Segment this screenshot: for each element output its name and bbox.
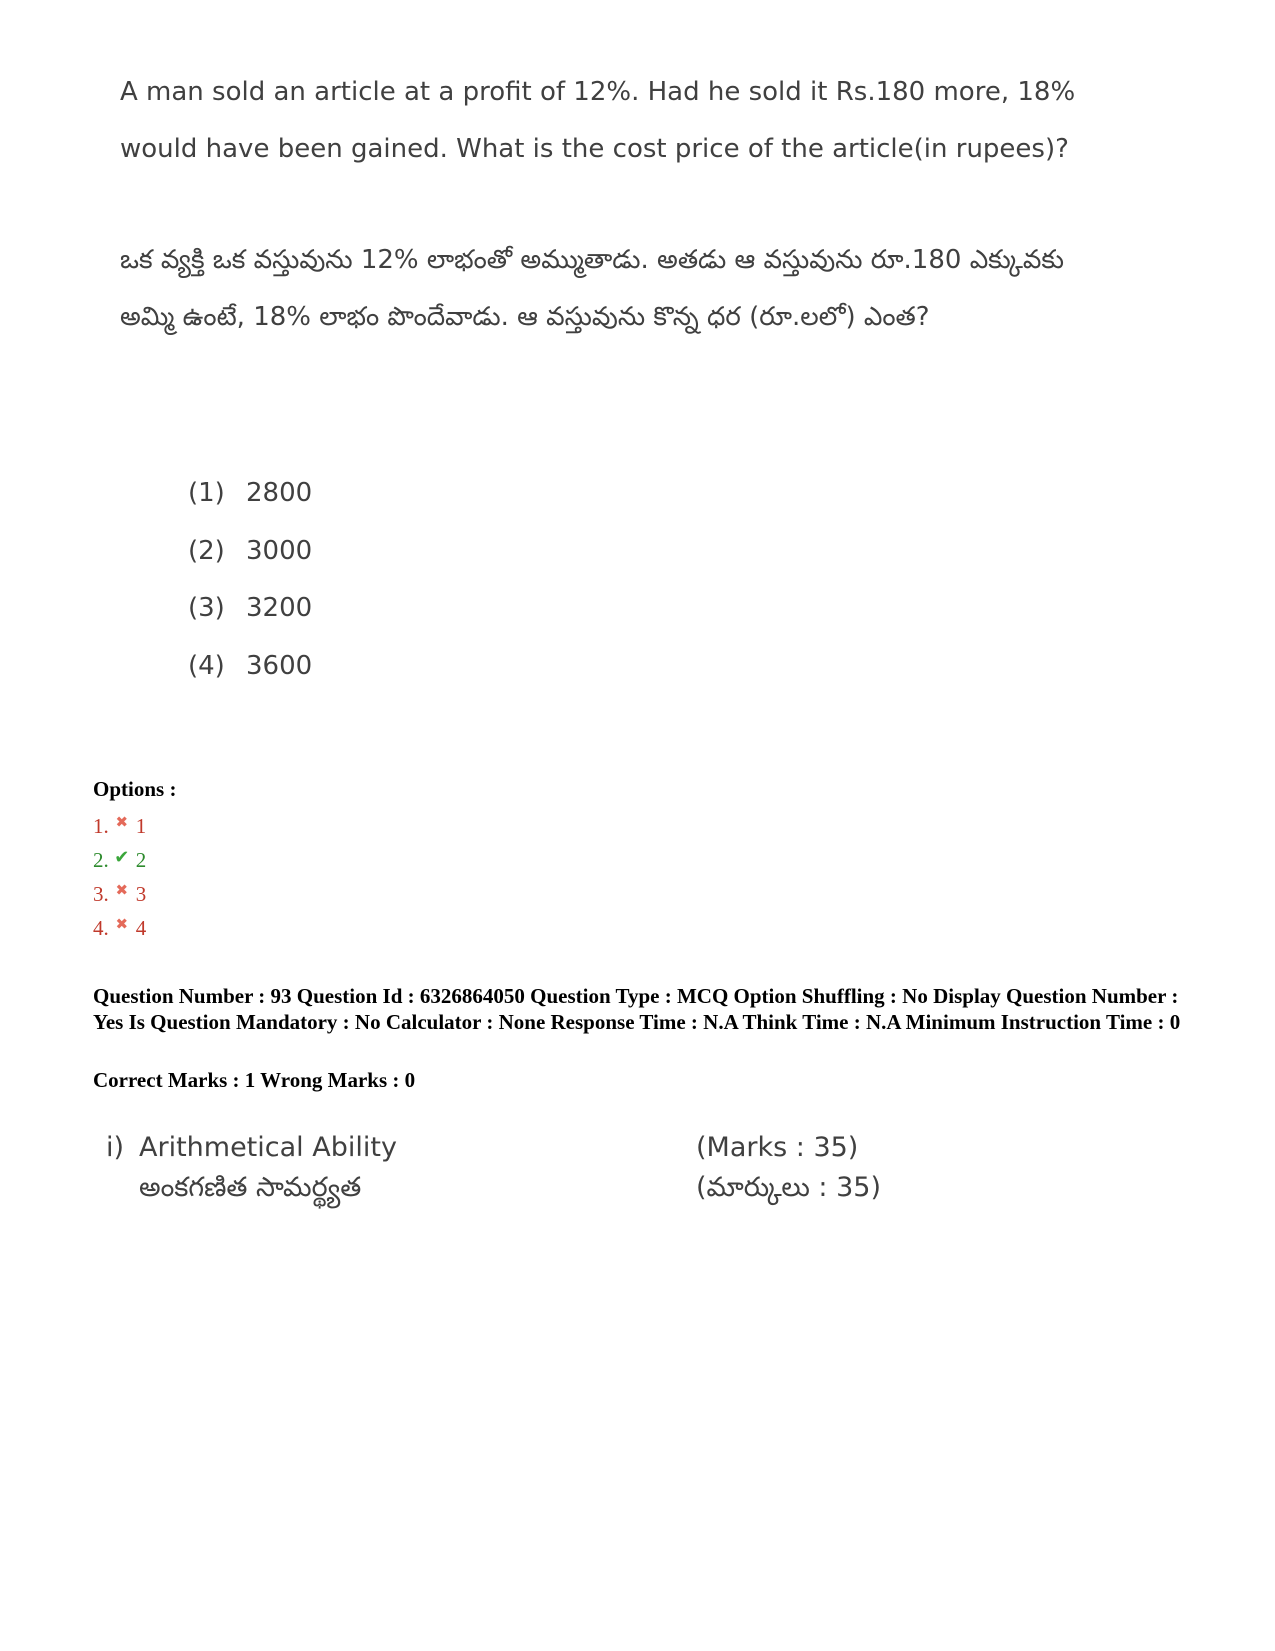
cross-icon: ✖ bbox=[115, 813, 129, 831]
answer-index: 1. bbox=[93, 814, 109, 838]
cross-icon: ✖ bbox=[115, 915, 129, 933]
answer-value: 2 bbox=[135, 848, 147, 872]
choice-value: 3600 bbox=[246, 650, 313, 681]
choice-value: 3200 bbox=[246, 593, 313, 623]
answer-option bbox=[93, 911, 146, 945]
answer-value: 3 bbox=[135, 882, 147, 906]
choice-row bbox=[188, 580, 312, 638]
choice-row bbox=[188, 638, 312, 696]
marks-info: Correct Marks : 1 Wrong Marks : 0 bbox=[93, 1068, 416, 1092]
question-telugu: ఒక వ్యక్తి ఒక వస్తువును 12% లాభంతో అమ్ముతాడు. అతడు ఆ వస్తువును రూ.180 ఎక్కువకు అమ్మి ఉంటే, 18% లాభం పొందేవాడు. ఆ వస్తువును కొన్న ధర (రూ.లలో) ఎంత? bbox=[120, 245, 1064, 332]
answer-option bbox=[93, 843, 146, 877]
choice-value: 2800 bbox=[246, 478, 313, 508]
section-marks-telugu: (మార్కులు : 35) bbox=[696, 1172, 881, 1203]
answer-option bbox=[93, 877, 146, 911]
answer-options bbox=[93, 809, 146, 945]
cross-icon: ✖ bbox=[115, 881, 129, 899]
choice-row bbox=[188, 465, 312, 523]
choice-value: 3000 bbox=[246, 535, 313, 566]
answer-value: 4 bbox=[135, 916, 147, 940]
section-roman: i) bbox=[106, 1132, 125, 1163]
question-choices bbox=[188, 465, 312, 695]
answer-value: 1 bbox=[135, 814, 147, 838]
answer-option bbox=[93, 809, 146, 843]
choice-number: (1) bbox=[188, 478, 225, 508]
choice-number: (3) bbox=[188, 593, 225, 623]
section-marks-english: (Marks : 35) bbox=[696, 1132, 859, 1163]
section-row-telugu bbox=[106, 1168, 1106, 1208]
question-metadata: Question Number : 93 Question Id : 6326864050 Question Type : MCQ Option Shuffling : No Display Question Number : Yes Is Question Mandatory : No Calculator : None Response Time : N.A Think Time : N.A Minimum Instruction Time : 0 bbox=[93, 984, 1181, 1034]
check-icon: ✔ bbox=[114, 847, 130, 868]
section-name-telugu: అంకగణిత సామర్థ్యత bbox=[139, 1172, 362, 1203]
section-name-english: Arithmetical Ability bbox=[139, 1132, 397, 1163]
section-row-english bbox=[106, 1128, 1106, 1168]
choice-number: (4) bbox=[188, 650, 225, 681]
answer-index: 4. bbox=[93, 916, 109, 940]
choice-row bbox=[188, 523, 312, 581]
options-heading: Options : bbox=[93, 777, 177, 801]
section-header bbox=[106, 1128, 1106, 1208]
question-english: A man sold an article at a profit of 12%. Had he sold it Rs.180 more, 18% would have been gained. What is the cost price of the article(in rupees)? bbox=[120, 77, 1076, 164]
choice-number: (2) bbox=[188, 535, 225, 566]
answer-index: 2. bbox=[93, 848, 109, 872]
answer-index: 3. bbox=[93, 882, 109, 906]
